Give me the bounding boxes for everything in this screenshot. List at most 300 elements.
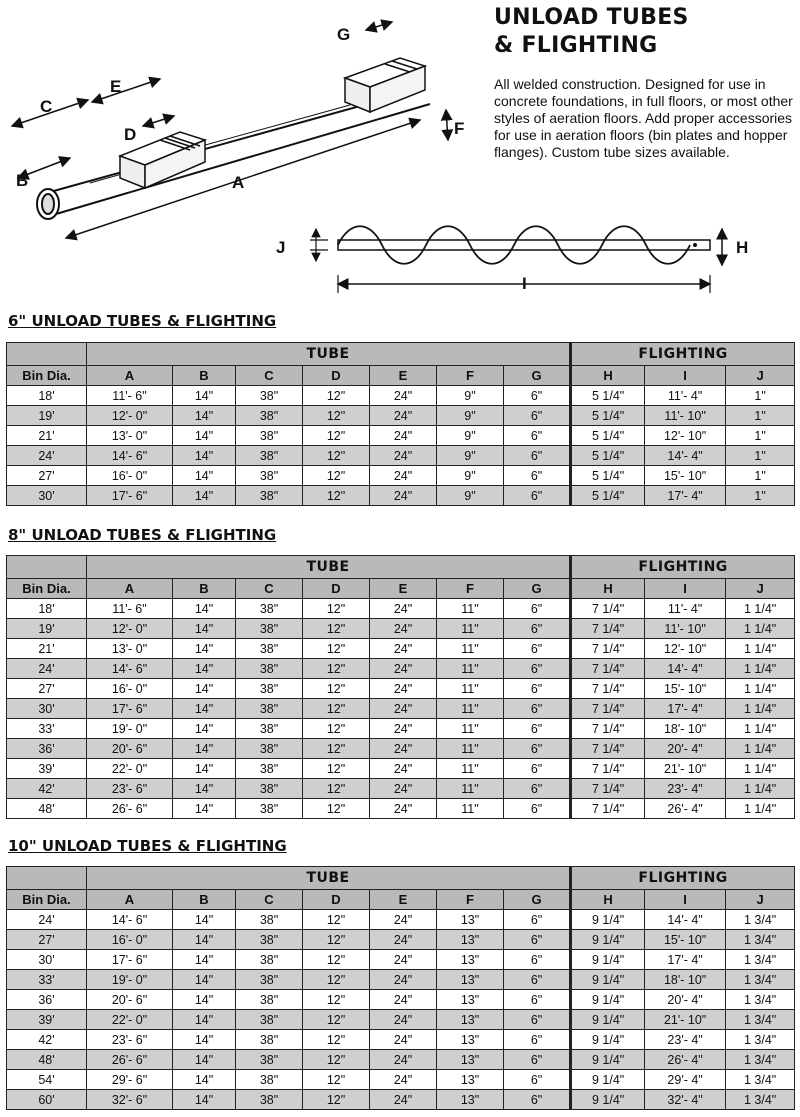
table-row (7, 719, 795, 739)
table-cell: 23'- 4" (645, 1030, 726, 1050)
column-header: I (645, 579, 726, 599)
table-cell: 29'- 6" (87, 1070, 173, 1090)
table-cell: 6" (504, 679, 571, 699)
table-cell: 24" (370, 639, 437, 659)
label-i: I (522, 274, 527, 293)
table-cell: 9" (437, 386, 504, 406)
table-cell: 9 1/4" (571, 1030, 645, 1050)
column-header: H (571, 890, 645, 910)
table-cell: 11'- 6" (87, 599, 173, 619)
table-cell: 12" (303, 779, 370, 799)
table-cell: 13" (437, 1010, 504, 1030)
page-title (494, 4, 794, 60)
table-cell: 11" (437, 619, 504, 639)
table-cell: 26'- 6" (87, 1050, 173, 1070)
column-header: Bin Dia. (7, 890, 87, 910)
table-cell: 13" (437, 1030, 504, 1050)
table-cell: 14" (173, 799, 236, 819)
table-cell: 14" (173, 1030, 236, 1050)
table-cell: 23'- 6" (87, 779, 173, 799)
table-8in (6, 555, 795, 819)
label-d: D (124, 125, 137, 144)
table-cell: 1 1/4" (726, 719, 795, 739)
table-cell: 14" (173, 426, 236, 446)
table-cell: 22'- 0" (87, 1010, 173, 1030)
table-cell: 14" (173, 739, 236, 759)
table-cell: 12" (303, 639, 370, 659)
table-cell: 9" (437, 466, 504, 486)
table-cell: 13" (437, 1090, 504, 1110)
table-cell: 14" (173, 779, 236, 799)
table-cell: 11" (437, 599, 504, 619)
table-cell: 11" (437, 719, 504, 739)
label-a: A (232, 173, 245, 192)
table-cell: 7 1/4" (571, 799, 645, 819)
table-cell: 7 1/4" (571, 599, 645, 619)
table-cell: 6" (504, 446, 571, 466)
table-cell: 14" (173, 386, 236, 406)
column-header: I (645, 366, 726, 386)
table-cell: 12" (303, 799, 370, 819)
table-cell: 24" (370, 679, 437, 699)
table-cell: 12" (303, 426, 370, 446)
table-cell: 9 1/4" (571, 970, 645, 990)
table-cell: 6" (504, 950, 571, 970)
table-cell: 1 3/4" (726, 1030, 795, 1050)
table-cell: 12" (303, 1010, 370, 1030)
table-cell: 6" (504, 970, 571, 990)
table-cell: 38" (236, 466, 303, 486)
table-cell: 26'- 6" (87, 799, 173, 819)
table-cell: 1 1/4" (726, 739, 795, 759)
column-header: I (645, 890, 726, 910)
table-cell: 1" (726, 406, 795, 426)
table-cell: 7 1/4" (571, 619, 645, 639)
table-cell: 13" (437, 1070, 504, 1090)
table-cell: 1 3/4" (726, 1050, 795, 1070)
table-row (7, 426, 795, 446)
table-cell: 17'- 4" (645, 486, 726, 506)
table-cell: 6" (504, 930, 571, 950)
table-cell: 21'- 10" (645, 1010, 726, 1030)
table-cell: 6" (504, 466, 571, 486)
table-cell: 38" (236, 1050, 303, 1070)
table-cell: 19'- 0" (87, 970, 173, 990)
table-cell: 27' (7, 679, 87, 699)
table-cell: 29'- 4" (645, 1070, 726, 1090)
column-header: E (370, 890, 437, 910)
table-cell: 11" (437, 699, 504, 719)
group-header-blank (7, 867, 87, 890)
table-row (7, 1050, 795, 1070)
table-row (7, 1030, 795, 1050)
table-cell: 7 1/4" (571, 659, 645, 679)
title-line-2: & FLIGHTING (494, 33, 658, 58)
table-cell: 14" (173, 930, 236, 950)
table-cell: 32'- 6" (87, 1090, 173, 1110)
table-cell: 14" (173, 719, 236, 739)
table-cell: 1 1/4" (726, 619, 795, 639)
label-c: C (40, 97, 53, 116)
table-cell: 24" (370, 699, 437, 719)
column-header-row (7, 366, 795, 386)
table-cell: 38" (236, 970, 303, 990)
table-cell: 23'- 4" (645, 779, 726, 799)
column-header: D (303, 579, 370, 599)
table-cell: 6" (504, 1090, 571, 1110)
table-cell: 32'- 4" (645, 1090, 726, 1110)
table-cell: 12" (303, 990, 370, 1010)
table-cell: 6" (504, 486, 571, 506)
table-cell: 1 3/4" (726, 1090, 795, 1110)
table-cell: 12'- 0" (87, 619, 173, 639)
table-cell: 11" (437, 739, 504, 759)
table-cell: 13'- 0" (87, 639, 173, 659)
table-cell: 12" (303, 1070, 370, 1090)
table-cell: 38" (236, 739, 303, 759)
table-cell: 24" (370, 406, 437, 426)
table-cell: 6" (504, 1050, 571, 1070)
dimension-d-line (143, 116, 174, 126)
table-cell: 38" (236, 679, 303, 699)
table-cell: 5 1/4" (571, 406, 645, 426)
table-cell: 20'- 6" (87, 990, 173, 1010)
table-cell: 11'- 10" (645, 619, 726, 639)
table-cell: 38" (236, 799, 303, 819)
table-row (7, 639, 795, 659)
group-header-flighting: FLIGHTING (571, 343, 795, 366)
table-cell: 6" (504, 406, 571, 426)
table-cell: 20'- 4" (645, 990, 726, 1010)
table-cell: 17'- 6" (87, 950, 173, 970)
description-text: All welded construction. Designed for use in concrete foundations, in full floors, or most other styles of aeration floors. Add proper accessories for use in aeration floors (bin plates and hopper flanges). Custom tube sizes available. (494, 76, 793, 160)
table-cell: 1 1/4" (726, 799, 795, 819)
column-header: D (303, 366, 370, 386)
table-cell: 27' (7, 466, 87, 486)
table-cell: 14" (173, 699, 236, 719)
group-header-tube: TUBE (87, 343, 571, 366)
table-cell: 26'- 4" (645, 799, 726, 819)
table-cell: 6" (504, 910, 571, 930)
table-cell: 38" (236, 406, 303, 426)
table-cell: 1 3/4" (726, 970, 795, 990)
table-cell: 12" (303, 759, 370, 779)
table-cell: 24" (370, 910, 437, 930)
table-cell: 14" (173, 446, 236, 466)
table-cell: 39' (7, 759, 87, 779)
label-e: E (110, 77, 122, 96)
table-cell: 21' (7, 426, 87, 446)
table-cell: 12'- 10" (645, 639, 726, 659)
table-cell: 7 1/4" (571, 739, 645, 759)
table-cell: 14" (173, 679, 236, 699)
table-cell: 24" (370, 950, 437, 970)
dimension-g-line (366, 22, 392, 30)
table-cell: 1 1/4" (726, 699, 795, 719)
table-cell: 6" (504, 619, 571, 639)
column-header: C (236, 366, 303, 386)
table-cell: 12" (303, 406, 370, 426)
column-header: J (726, 890, 795, 910)
table-cell: 38" (236, 1010, 303, 1030)
table-row (7, 406, 795, 426)
table-cell: 1 3/4" (726, 1010, 795, 1030)
column-header: B (173, 366, 236, 386)
table-row (7, 386, 795, 406)
table-cell: 24" (370, 719, 437, 739)
table-cell: 13" (437, 1050, 504, 1070)
column-header: Bin Dia. (7, 366, 87, 386)
column-header: J (726, 366, 795, 386)
table-row (7, 779, 795, 799)
table-cell: 11'- 4" (645, 386, 726, 406)
column-header: G (504, 890, 571, 910)
table-cell: 36' (7, 990, 87, 1010)
table-cell: 14" (173, 659, 236, 679)
table-cell: 14" (173, 619, 236, 639)
table-cell: 19'- 0" (87, 719, 173, 739)
table-cell: 18' (7, 386, 87, 406)
table-cell: 22'- 0" (87, 759, 173, 779)
table-cell: 11'- 10" (645, 406, 726, 426)
column-header: F (437, 366, 504, 386)
group-header-tube: TUBE (87, 556, 571, 579)
group-header-flighting: FLIGHTING (571, 867, 795, 890)
table-cell: 9 1/4" (571, 1090, 645, 1110)
table-cell: 11" (437, 779, 504, 799)
table-cell: 24" (370, 930, 437, 950)
table-cell: 7 1/4" (571, 699, 645, 719)
table-cell: 12'- 10" (645, 426, 726, 446)
table-row (7, 950, 795, 970)
table-cell: 9" (437, 406, 504, 426)
table-row (7, 1090, 795, 1110)
group-header-row (7, 343, 795, 366)
table-cell: 60' (7, 1090, 87, 1110)
table-cell: 54' (7, 1070, 87, 1090)
table-cell: 7 1/4" (571, 759, 645, 779)
table-cell: 23'- 6" (87, 1030, 173, 1050)
column-header: Bin Dia. (7, 579, 87, 599)
column-header: A (87, 579, 173, 599)
table-cell: 7 1/4" (571, 779, 645, 799)
table-cell: 17'- 6" (87, 486, 173, 506)
tube-box-right (345, 58, 425, 112)
table-row (7, 699, 795, 719)
column-header: A (87, 890, 173, 910)
table-cell: 14" (173, 970, 236, 990)
table-cell: 12" (303, 699, 370, 719)
table-cell: 12" (303, 1090, 370, 1110)
table-cell: 24' (7, 910, 87, 930)
table-cell: 14" (173, 910, 236, 930)
table-cell: 24" (370, 990, 437, 1010)
table-cell: 12" (303, 719, 370, 739)
table-cell: 5 1/4" (571, 466, 645, 486)
table-cell: 24" (370, 1030, 437, 1050)
column-header: B (173, 579, 236, 599)
table-cell: 11" (437, 759, 504, 779)
table-cell: 38" (236, 699, 303, 719)
table-cell: 24" (370, 466, 437, 486)
table-cell: 24" (370, 426, 437, 446)
table-cell: 24" (370, 779, 437, 799)
table-cell: 38" (236, 990, 303, 1010)
table-cell: 9 1/4" (571, 1070, 645, 1090)
table-cell: 38" (236, 1090, 303, 1110)
group-header-tube: TUBE (87, 867, 571, 890)
table-cell: 12" (303, 1030, 370, 1050)
table-cell: 24" (370, 446, 437, 466)
group-header-flighting: FLIGHTING (571, 556, 795, 579)
table-cell: 12'- 0" (87, 406, 173, 426)
table-cell: 13" (437, 910, 504, 930)
table-cell: 24" (370, 1050, 437, 1070)
table-row (7, 679, 795, 699)
table-cell: 39' (7, 1010, 87, 1030)
table-cell: 38" (236, 426, 303, 446)
table-cell: 14" (173, 990, 236, 1010)
table-10in-title: 10" UNLOAD TUBES & FLIGHTING (8, 837, 287, 855)
table-cell: 19' (7, 619, 87, 639)
column-header: D (303, 890, 370, 910)
table-cell: 38" (236, 599, 303, 619)
table-cell: 13" (437, 990, 504, 1010)
table-cell: 12" (303, 446, 370, 466)
table-cell: 14" (173, 1050, 236, 1070)
table-cell: 9 1/4" (571, 990, 645, 1010)
table-cell: 14'- 6" (87, 659, 173, 679)
column-header: H (571, 366, 645, 386)
table-cell: 20'- 4" (645, 739, 726, 759)
table-cell: 6" (504, 739, 571, 759)
table-cell: 24" (370, 1070, 437, 1090)
table-cell: 11" (437, 799, 504, 819)
table-cell: 6" (504, 779, 571, 799)
table-cell: 11" (437, 659, 504, 679)
table-cell: 1" (726, 446, 795, 466)
table-cell: 14" (173, 639, 236, 659)
table-cell: 24" (370, 486, 437, 506)
table-cell: 38" (236, 719, 303, 739)
table-row (7, 599, 795, 619)
table-cell: 38" (236, 759, 303, 779)
table-cell: 1 1/4" (726, 639, 795, 659)
table-cell: 14" (173, 406, 236, 426)
table-cell: 1" (726, 386, 795, 406)
table-cell: 12" (303, 659, 370, 679)
table-cell: 1 3/4" (726, 950, 795, 970)
table-cell: 13'- 0" (87, 426, 173, 446)
table-row (7, 970, 795, 990)
table-cell: 1 3/4" (726, 910, 795, 930)
table-cell: 16'- 0" (87, 679, 173, 699)
table-cell: 38" (236, 659, 303, 679)
column-header: E (370, 366, 437, 386)
table-row (7, 930, 795, 950)
table-row (7, 990, 795, 1010)
table-cell: 5 1/4" (571, 486, 645, 506)
table-cell: 6" (504, 659, 571, 679)
table-cell: 13" (437, 970, 504, 990)
table-row (7, 619, 795, 639)
table-cell: 14'- 4" (645, 659, 726, 679)
table-cell: 24" (370, 799, 437, 819)
table-cell: 38" (236, 779, 303, 799)
table-cell: 1" (726, 466, 795, 486)
dimension-e-line (92, 79, 160, 102)
table-cell: 15'- 10" (645, 930, 726, 950)
group-header-blank (7, 343, 87, 366)
table-cell: 1" (726, 486, 795, 506)
dimension-f-line (446, 110, 448, 140)
table-cell: 12" (303, 950, 370, 970)
table-cell: 14'- 6" (87, 910, 173, 930)
table-cell: 6" (504, 386, 571, 406)
column-header: A (87, 366, 173, 386)
table-8in-title: 8" UNLOAD TUBES & FLIGHTING (8, 526, 277, 544)
table-cell: 1 1/4" (726, 759, 795, 779)
table-cell: 42' (7, 779, 87, 799)
table-cell: 1 3/4" (726, 930, 795, 950)
table-cell: 12" (303, 386, 370, 406)
table-cell: 1 1/4" (726, 599, 795, 619)
column-header: C (236, 579, 303, 599)
table-cell: 38" (236, 446, 303, 466)
table-cell: 12" (303, 679, 370, 699)
table-cell: 11" (437, 679, 504, 699)
table-cell: 30' (7, 486, 87, 506)
table-cell: 6" (504, 1030, 571, 1050)
table-cell: 16'- 0" (87, 466, 173, 486)
table-cell: 14" (173, 486, 236, 506)
table-row (7, 910, 795, 930)
table-cell: 6" (504, 599, 571, 619)
table-row (7, 799, 795, 819)
table-cell: 6" (504, 759, 571, 779)
table-cell: 38" (236, 1030, 303, 1050)
table-cell: 20'- 6" (87, 739, 173, 759)
column-header: G (504, 579, 571, 599)
table-cell: 24" (370, 599, 437, 619)
table-cell: 6" (504, 799, 571, 819)
table-cell: 5 1/4" (571, 426, 645, 446)
table-cell: 17'- 4" (645, 699, 726, 719)
table-cell: 38" (236, 930, 303, 950)
column-header-row (7, 890, 795, 910)
table-cell: 9 1/4" (571, 930, 645, 950)
table-cell: 1 3/4" (726, 1070, 795, 1090)
label-j: J (276, 238, 286, 257)
table-cell: 24" (370, 739, 437, 759)
table-cell: 38" (236, 486, 303, 506)
table-cell: 30' (7, 699, 87, 719)
table-cell: 12" (303, 619, 370, 639)
table-cell: 1 1/4" (726, 659, 795, 679)
table-cell: 6" (504, 1070, 571, 1090)
flighting-shaft (338, 240, 710, 250)
table-cell: 24" (370, 970, 437, 990)
table-cell: 24" (370, 619, 437, 639)
column-header: F (437, 579, 504, 599)
table-cell: 6" (504, 639, 571, 659)
table-cell: 38" (236, 910, 303, 930)
flighting-diagram (270, 215, 790, 305)
table-cell: 24' (7, 659, 87, 679)
table-cell: 26'- 4" (645, 1050, 726, 1070)
table-row (7, 739, 795, 759)
table-cell: 21'- 10" (645, 759, 726, 779)
